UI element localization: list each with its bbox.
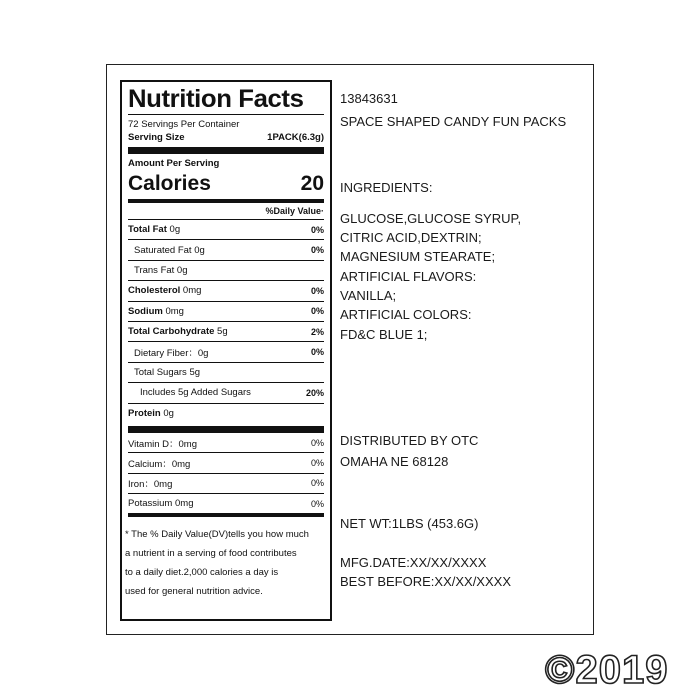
nutrient-amount: 5g — [214, 326, 228, 338]
nutrient-name: Cholesterol — [128, 285, 181, 297]
nutrient-row-trans-fat — [128, 260, 324, 280]
divider-bold — [128, 147, 324, 154]
vitamin-amount: 0mg — [178, 438, 197, 450]
nutrient-name: Saturated Fat — [134, 244, 192, 256]
ingredient-line: GLUCOSE,GLUCOSE SYRUP, — [340, 211, 522, 226]
vitamin-name: Iron： — [128, 479, 154, 491]
serving-size-value: 1PACK(6.3g) — [267, 132, 324, 143]
nutrient-amount: 0mg — [162, 305, 184, 317]
nutrient-amount: 0g — [160, 407, 174, 419]
calories-row — [128, 171, 324, 199]
divider — [128, 114, 324, 115]
vitamin-name: Vitamin D： — [128, 438, 179, 450]
calories-value: 20 — [300, 172, 324, 195]
amount-per-serving: Amount Per Serving — [128, 158, 220, 169]
nutrient-row-sodium — [128, 301, 324, 321]
ingredient-line: CITRIC ACID,DEXTRIN; — [340, 230, 482, 245]
product-name: SPACE SHAPED CANDY FUN PACKS — [340, 114, 567, 129]
ingredient-line: ARTIFICIAL COLORS: — [340, 307, 472, 322]
vitamin-amount: 0mg — [153, 479, 173, 491]
vitamin-pct: 0% — [310, 478, 324, 489]
nutrient-pct: 2% — [310, 326, 324, 337]
vitamin-name: Potassium — [128, 498, 173, 510]
footnote-line: * The % Daily Value(DV)tells you how much — [125, 529, 309, 541]
footnote-line: to a daily diet.2,000 calories a day is — [125, 567, 279, 579]
nutrient-name: Dietary Fiber： — [134, 348, 198, 360]
serving-size-row — [128, 131, 324, 147]
product-code: 13843631 — [340, 91, 398, 106]
serving-size-label: Serving Size — [128, 132, 185, 143]
nutrient-name: Total Sugars — [134, 366, 187, 378]
nutrient-pct: 0% — [310, 347, 324, 358]
vitamin-name: Calcium： — [128, 458, 172, 470]
vitamin-pct: 0% — [310, 498, 324, 509]
daily-value-footnote — [125, 525, 324, 601]
vitamin-pct: 0% — [310, 457, 324, 468]
nutrient-name: Total Carbohydrate — [128, 326, 215, 338]
distributor-address: OMAHA NE 68128 — [340, 454, 449, 469]
nutrient-amount: 0g — [191, 244, 205, 256]
calories-label: Calories — [128, 172, 211, 195]
divider-bold — [128, 426, 324, 433]
servings-per-container: 72 Servings Per Container — [128, 119, 240, 130]
nutrient-amount: 0mg — [180, 285, 202, 297]
nutrient-amount: 0g — [166, 224, 181, 236]
nutrient-row-saturated-fat — [128, 239, 324, 259]
vitamin-amount: 0mg — [171, 458, 191, 470]
nutrient-name: Total Fat — [128, 224, 167, 236]
vitamin-row-iron — [128, 473, 324, 493]
nutrition-facts-panel — [120, 80, 332, 621]
ingredient-line: FD&C BLUE 1; — [340, 327, 428, 342]
footnote-line: a nutrient in a serving of food contributes — [125, 548, 297, 560]
nutrient-pct: 0% — [310, 285, 324, 296]
nutrient-row-total-fat — [128, 219, 324, 239]
vitamin-row-calcium — [128, 452, 324, 472]
vitamin-pct: 0% — [310, 437, 324, 448]
nutrient-pct: 20% — [305, 387, 324, 398]
ingredient-line: VANILLA; — [340, 288, 397, 303]
nutrient-name: Protein — [128, 407, 161, 419]
footnote-line: used for general nutrition advice. — [125, 586, 263, 598]
vitamin-amount: 0mg — [172, 498, 194, 510]
distributor-line: DISTRIBUTED BY OTC — [340, 433, 479, 448]
nutrient-pct: 0% — [310, 245, 324, 256]
copyright-watermark: ©2019 — [545, 648, 669, 692]
nutrient-row-protein — [128, 403, 324, 423]
nutrient-pct: 0% — [310, 306, 324, 317]
nutrient-row-cholesterol — [128, 280, 324, 300]
ingredients-label: INGREDIENTS: — [340, 180, 433, 195]
nutrient-row-added-sugars — [128, 382, 324, 402]
nutrient-name: Trans Fat — [134, 264, 175, 276]
vitamin-row-potassium — [128, 493, 324, 513]
mfg-date: MFG.DATE:XX/XX/XXXX — [340, 555, 487, 570]
net-weight: NET WT:1LBS (453.6G) — [340, 516, 479, 531]
nutrient-name: Includes 5g Added Sugars — [140, 387, 251, 399]
nutrition-facts-title: Nutrition Facts — [128, 85, 304, 113]
nutrient-row-total-carbohydrate — [128, 321, 324, 341]
daily-value-header: %Daily Value· — [265, 206, 324, 216]
nutrient-pct: 0% — [310, 224, 324, 235]
best-before: BEST BEFORE:XX/XX/XXXX — [340, 574, 511, 589]
nutrient-name: Sodium — [128, 305, 163, 317]
ingredient-line: ARTIFICIAL FLAVORS: — [340, 269, 477, 284]
nutrient-row-dietary-fiber — [128, 341, 324, 361]
ingredient-line: MAGNESIUM STEARATE; — [340, 249, 496, 264]
nutrient-amount: 0g — [174, 264, 188, 276]
nutrient-amount: 0g — [197, 348, 209, 360]
vitamin-row-vitamin-d — [128, 433, 324, 452]
nutrient-amount: 5g — [186, 366, 201, 378]
nutrient-row-total-sugars — [128, 362, 324, 382]
divider-medium — [128, 513, 324, 517]
